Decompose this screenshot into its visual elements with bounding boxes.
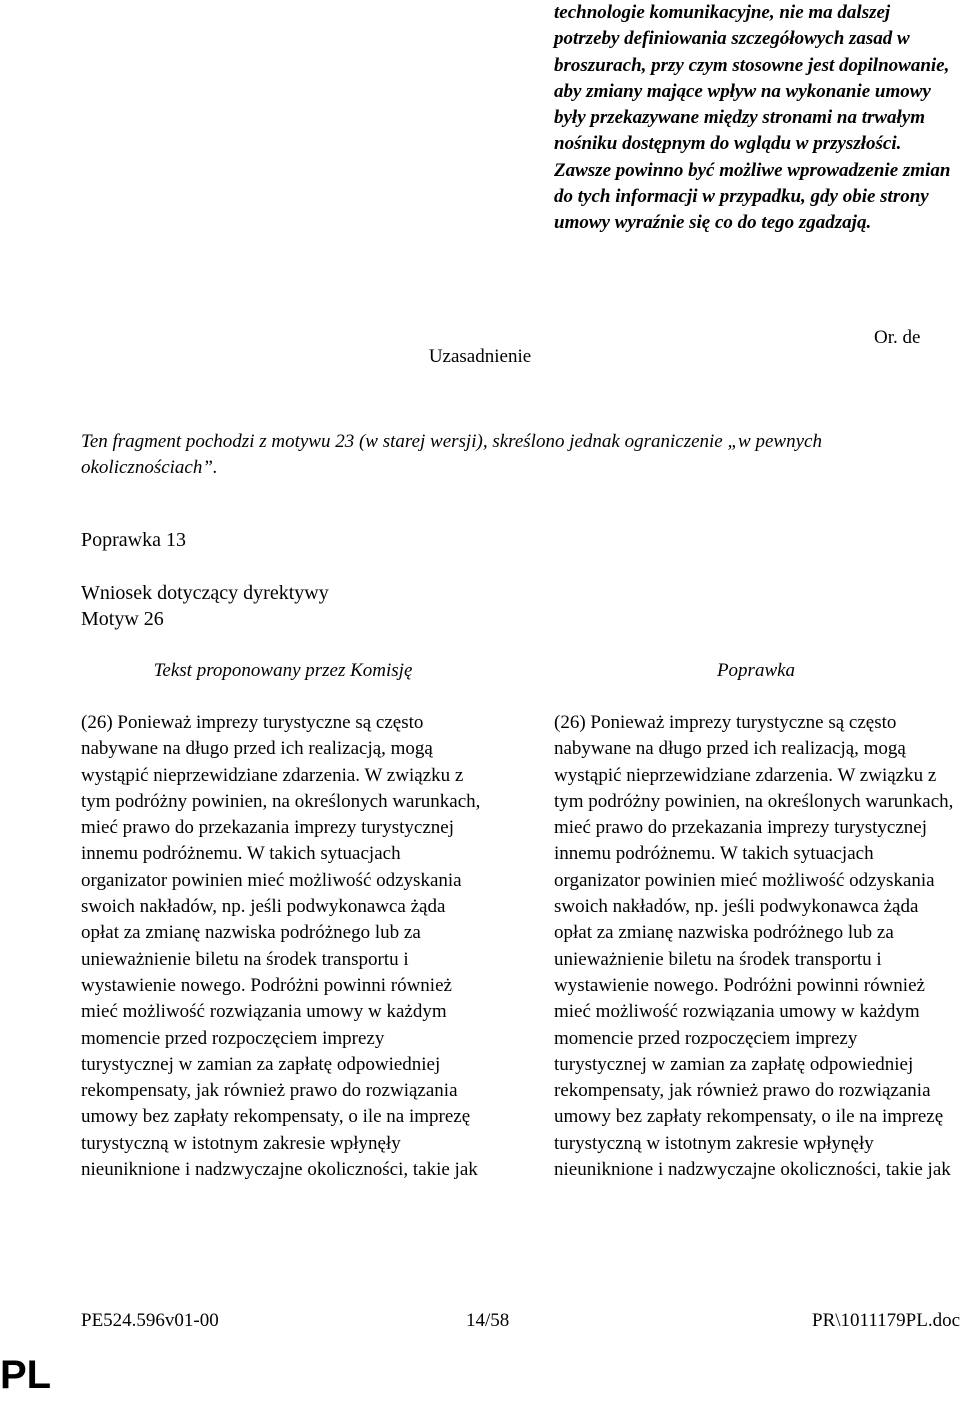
commission-text-header: Tekst proponowany przez Komisję bbox=[153, 660, 413, 681]
original-language-label: Or. de bbox=[874, 327, 921, 348]
document-reference: PE524.596v01-00 bbox=[81, 1310, 219, 1331]
justification-heading: Uzasadnienie bbox=[428, 346, 532, 367]
page-number: 14/58 bbox=[466, 1310, 510, 1331]
language-code: PL bbox=[0, 1353, 52, 1397]
amendment-text-continuation bbox=[554, 0, 954, 237]
file-name: PR\1011179PL.doc bbox=[812, 1310, 960, 1331]
recital-number: Motyw 26 bbox=[81, 608, 164, 630]
amendment-text: (26) Ponieważ imprezy turystyczne są często nabywane na długo przed ich realizacją, mogą wystąpić nieprzewidziane zdarzenia. W związku z tym podróżny powinien, na określonych warunkach, mieć prawo do przekazania imprezy turystycznej innemu podróżnemu. W takich sytuacjach organizator powinien mieć możliwość odzyskania swoich nakładów, np. jeśli podwykonawca żąda opłat za zmianę nazwiska podróżnego lub za unieważnienie biletu na środek transportu i wystawienie nowego. Podróżni powinni również mieć możliwość rozwiązania umowy w każdym momencie przed rozpoczęciem imprezy turystycznej w zamian za zapłatę odpowiedniej rekompensaty, jak również prawo do rozwiązania umowy bez zapłaty rekompensaty, o ile na imprezę turystyczną w istotnym zakresie wpłynęły nieuniknione i nadzwyczajne okoliczności, takie jak bbox=[554, 712, 954, 1181]
amendment-header: Poprawka bbox=[716, 660, 796, 681]
amendment-number: Poprawka 13 bbox=[81, 529, 186, 551]
continuation-paragraph: technologie komunikacyjne, nie ma dalszej potrzeby definiowania szczegółowych zasad w broszurach, przy czym stosowne jest dopilnowanie, aby zmiany mające wpływ na wykonanie umowy były przekazywane między stronami na trwałym nośniku dostępnym do wglądu w przyszłości. Zawsze powinno być możliwe wprowadzenie zmian do tych informacji w przypadku, gdy obie strony umowy wyraźnie się co do tego zgadzają. bbox=[554, 2, 951, 234]
justification-text: Ten fragment pochodzi z motywu 23 (w starej wersji), skreślono jednak ograniczenie „w pewnych okolicznościach”. bbox=[81, 431, 822, 478]
commission-text: (26) Ponieważ imprezy turystyczne są często nabywane na długo przed ich realizacją, mogą wystąpić nieprzewidziane zdarzenia. W związku z tym podróżny powinien, na określonych warunkach, mieć prawo do przekazania imprezy turystycznej innemu podróżnemu. W takich sytuacjach organizator powinien mieć możliwość odzyskania swoich nakładów, np. jeśli podwykonawca żąda opłat za zmianę nazwiska podróżnego lub za unieważnienie biletu na środek transportu i wystawienie nowego. Podróżni powinni również mieć możliwość rozwiązania umowy w każdym momencie przed rozpoczęciem imprezy turystycznej w zamian za zapłatę odpowiedniej rekompensaty, jak również prawo do rozwiązania umowy bez zapłaty rekompensaty, o ile na imprezę turystyczną w istotnym zakresie wpłynęły nieuniknione i nadzwyczajne okoliczności, takie jak bbox=[81, 712, 481, 1181]
proposal-name: Wniosek dotyczący dyrektywy bbox=[81, 582, 329, 604]
proposal-title bbox=[81, 580, 329, 632]
